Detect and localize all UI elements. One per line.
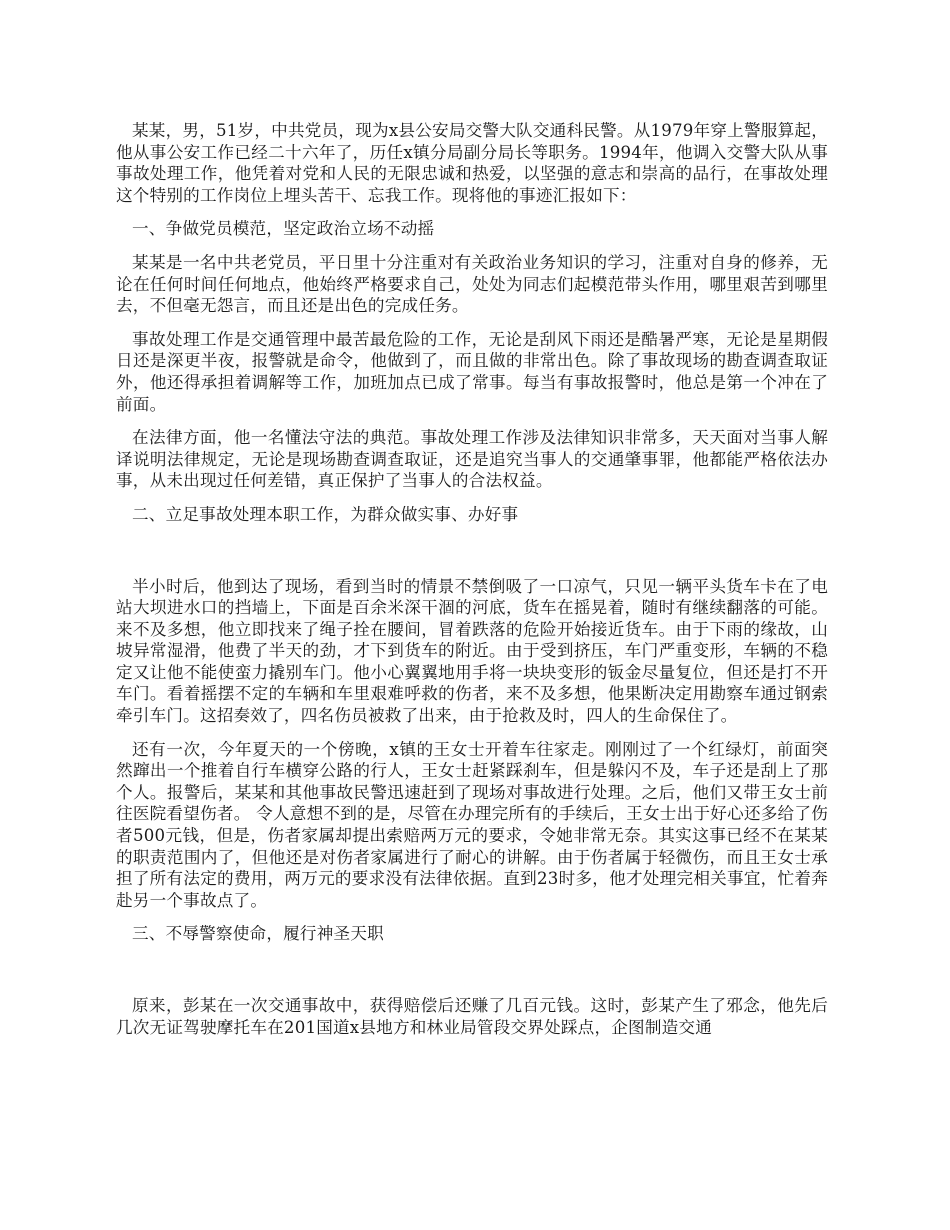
blank-gap xyxy=(116,957,828,995)
paragraph-rescue: 半小时后，他到达了现场，看到当时的情景不禁倒吸了一口凉气，只见一辆平头货车卡在了电站大坝进水口的挡墙上，下面是百余米深干涸的河底，货车在摇晃着，随时有继续翻落的可能。来不及多想，他立即找来了绳子拴在腰间，冒着跌落的危险开始接近货车。由于下雨的缘故，山坡异常湿滑，他费了半天的劲，才下到货车的附近。由于受到挤压，车门严重变形，车辆的不稳定又让他不能使蛮力撬别车门。他小心翼翼地用手将一块块变形的钣金尽量复位，但还是打不开车门。看着摇摆不定的车辆和车里艰难呼救的伤者，来不及多想，他果断决定用勘察车通过钢索牵引车门。这招奏效了，四名伤员被救了出来，由于抢救及时，四人的生命保住了。 xyxy=(116,576,828,726)
document-body xyxy=(116,120,828,1050)
paragraph-party-member: 某某是一名中共老党员，平日里十分注重对有关政治业务知识的学习，注重对自身的修养，无论在任何时间任何地点，他始终严格要求自己，处处为同志们起模范带头作用，哪里艰苦到哪里去，不但毫无怨言，而且还是出色的完成任务。 xyxy=(116,252,828,316)
blank-gap xyxy=(116,538,828,576)
paragraph-peng: 原来，彭某在一次交通事故中，获得赔偿后还赚了几百元钱。这时，彭某产生了邪念，他先后几次无证驾驶摩托车在201国道x县地方和林业局管段交界处踩点，企图制造交通 xyxy=(116,996,828,1037)
paragraph-accident-work: 事故处理工作是交通管理中最苦最危险的工作，无论是刮风下雨还是酷暑严寒，无论是星期假日还是深更半夜，报警就是命令，他做到了，而且做的非常出色。除了事故现场的勘查调查取证外，他还得承担着调解等工作，加班加点已成了常事。每当有事故报警时，他总是第一个冲在了前面。 xyxy=(116,329,828,414)
paragraph-law: 在法律方面，他一名懂法守法的典范。事故处理工作涉及法律知识非常多，天天面对当事人解译说明法律规定，无论是现场勘查调查取证，还是追究当事人的交通肇事罪，他都能严格依法办事，从未出现过任何差错，真正保护了当事人的合法权益。 xyxy=(116,428,828,491)
section-heading-1: 一、争做党员模范，坚定政治立场不动摇 xyxy=(132,219,435,239)
section-heading-3: 三、不辱警察使命，履行神圣天职 xyxy=(132,924,384,944)
paragraph-summer-case: 还有一次，今年夏天的一个傍晚，x镇的王女士开着车往家走。刚刚过了一个红绿灯，前面突然蹿出一个推着自行车横穿公路的行人，王女士赶紧踩刹车，但是躲闪不及，车子还是刮上了那个人。报警后，某某和其他事故民警迅速赶到了现场对事故进行处理。之后，他们又带王女士前往医院看望伤者。 令人意想不到的是，尽管在办理完所有的手续后，王女士出于好心还多给了伤者500元钱，但是，伤者家属却提出索赔两万元的要求，令她非常无奈。其实这事已经不在某某的职责范围内了，但他还是对伤者家属进行了耐心的讲解。由于伤者属于轻微伤，而且王女士承担了所有法定的费用，两万元的要求没有法律依据。直到23时多，他才处理完相关事宜，忙着奔赴另一个事故点了。 xyxy=(116,739,828,910)
section-heading-2: 二、立足事故处理本职工作，为群众做实事、办好事 xyxy=(132,504,519,524)
paragraph-intro: 某某，男，51岁，中共党员，现为x县公安局交警大队交通科民警。从1979年穿上警服算起，他从事公安工作已经二十六年了，历任x镇分局副分局长等职务。1994年，他调入交警大队从事事故处理工作，他凭着对党和人民的无限忠诚和热爱，以坚强的意志和崇高的品行，在事故处理这个特别的工作岗位上埋头苦干、忘我工作。现将他的事迹汇报如下： xyxy=(116,121,828,205)
